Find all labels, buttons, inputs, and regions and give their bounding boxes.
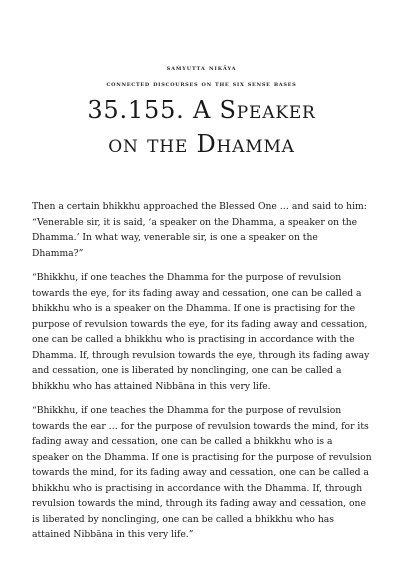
sutta-title — [0, 93, 403, 161]
sutta-title-line-1: 35.155. A Speaker — [87, 96, 316, 124]
book-name: connected discourses on the six sense bases — [106, 79, 297, 88]
paragraph: “Bhikkhu, if one teaches the Dhamma for the purpose of revulsion towards the ear … for the purpose of revulsion towards the mind, for its fading away and cessation, one can be called a bhikkhu who is a speaker on the Dhamma. If one is practising for the purpose of revulsion towards the mind, for its fading away and cessation, one can be called a bhikkhu who is practising in accordance with the Dhamma. If, through revulsion towards the mind, through its fading away and cessation, one is liberated by nonclinging, one can be called a bhikkhu who has attained Nibbāna in this very life.” — [32, 405, 372, 540]
sutta-body — [32, 199, 372, 552]
paragraph: “Bhikkhu, if one teaches the Dhamma for the purpose of revulsion towards the eye, for its fading away and cessation, one can be called a bhikkhu who is a speaker on the Dhamma. If one is practising for the purpose of revulsion towards the eye, for its fading away and cessation, one can be called a bhikkhu who is practising in accordance with the Dhamma. If, through revulsion towards the eye, through its fading away and cessation, one is liberated by nonclinging, one can be called a bhikkhu who has attained Nibbāna in this very life. — [32, 272, 370, 392]
paragraph: Then a certain bhikkhu approached the Blessed One … and said to him: “Venerable sir, it is said, ‘a speaker on the Dhamma, a speaker on the Dhamma.’ In what way, venerable sir, is one a speaker on the Dhamma?” — [32, 201, 367, 259]
collection-name: saṁyutta nikāya — [166, 63, 237, 72]
sutta-title-line-2: on the Dhamma — [108, 130, 295, 158]
